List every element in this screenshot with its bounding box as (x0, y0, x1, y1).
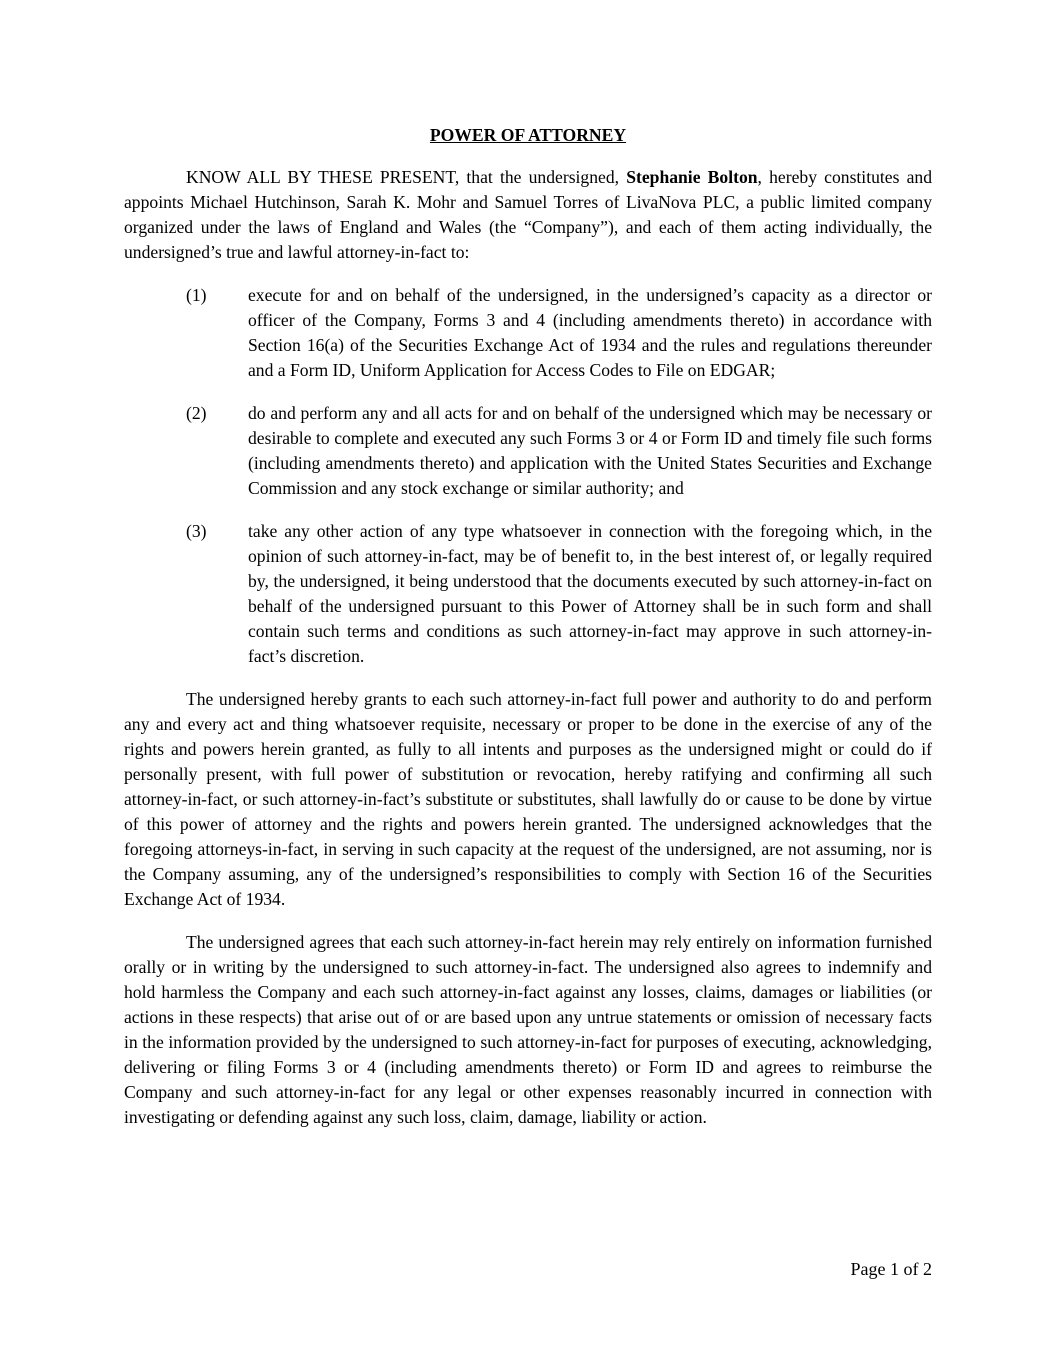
principal-name: Stephanie Bolton (626, 167, 758, 187)
list-item (124, 283, 932, 383)
intro-text-after: , hereby constitutes and appoints Michael Hutchinson, Sarah K. Mohr and Samuel Torres of LivaNova PLC, a public limited company organized under the laws of England and Wales (the “Company”), and each of them acting individually, the undersigned’s true and lawful attorney-in-fact to: (124, 167, 932, 262)
page-number: Page 1 of 2 (850, 1259, 932, 1279)
intro-paragraph (124, 165, 932, 265)
grant-paragraph: The undersigned hereby grants to each such attorney-in-fact full power and authority to do and perform any and every act and thing whatsoever requisite, necessary or proper to be done in the exercise of any of the rights and powers herein granted, as fully to all intents and purposes as the undersigned might or could do if personally present, with full power of substitution or revocation, hereby ratifying and confirming all such attorney-in-fact, or such attorney-in-fact’s substitute or substitutes, shall lawfully do or cause to be done by virtue of this power of attorney and the rights and powers herein granted. The undersigned acknowledges that the foregoing attorneys-in-fact, in serving in such capacity at the request of the undersigned, are not assuming, nor is the Company assuming, any of the undersigned’s responsibilities to comply with Section 16 of the Securities Exchange Act of 1934. (124, 689, 932, 909)
document-title: POWER OF ATTORNEY (429, 125, 627, 145)
list-item (124, 401, 932, 501)
powers-list (124, 283, 932, 669)
indemnify-paragraph: The undersigned agrees that each such attorney-in-fact herein may rely entirely on information furnished orally or in writing by the undersigned to such attorney-in-fact. The undersigned also agrees to indemnify and hold harmless the Company and each such attorney-in-fact against any losses, claims, damages or liabilities (or actions in these respects) that arise out of or are based upon any untrue statements or omission of necessary facts in the information provided by the undersigned to such attorney-in-fact for purposes of executing, acknowledging, delivering or filing Forms 3 or 4 (including amendments thereto) or Form ID and agrees to reimburse the Company and such attorney-in-fact for any legal or other expenses reasonably incurred in connection with investigating or defending against any such loss, claim, damage, liability or action. (124, 932, 932, 1127)
list-item-text: execute for and on behalf of the undersigned, in the undersigned’s capacity as a director or officer of the Company, Forms 3 and 4 (including amendments thereto) in accordance with Section 16(a) of the Securities Exchange Act of 1934 and the rules and regulations thereunder and a Form ID, Uniform Application for Access Codes to File on EDGAR; (248, 285, 932, 380)
list-item-number: (2) (186, 403, 207, 423)
list-item-text: do and perform any and all acts for and on behalf of the undersigned which may be necessary or desirable to complete and executed any such Forms 3 or 4 or Form ID and timely file such forms (including amendments thereto) and application with the United States Securities and Exchange Commission and any stock exchange or similar authority; and (248, 403, 932, 498)
intro-text-before: KNOW ALL BY THESE PRESENT, that the undersigned, (186, 167, 627, 187)
list-item-number: (3) (186, 521, 207, 541)
list-item-number: (1) (186, 285, 207, 305)
list-item (124, 519, 932, 669)
list-item-text: take any other action of any type whatsoever in connection with the foregoing which, in the opinion of such attorney-in-fact, may be of benefit to, in the best interest of, or legally required by, the undersigned, it being understood that the documents executed by such attorney-in-fact on behalf of the undersigned pursuant to this Power of Attorney shall be in such form and shall contain such terms and conditions as such attorney-in-fact may approve in such attorney-in-fact’s discretion. (248, 521, 932, 666)
document-page (124, 123, 932, 1148)
